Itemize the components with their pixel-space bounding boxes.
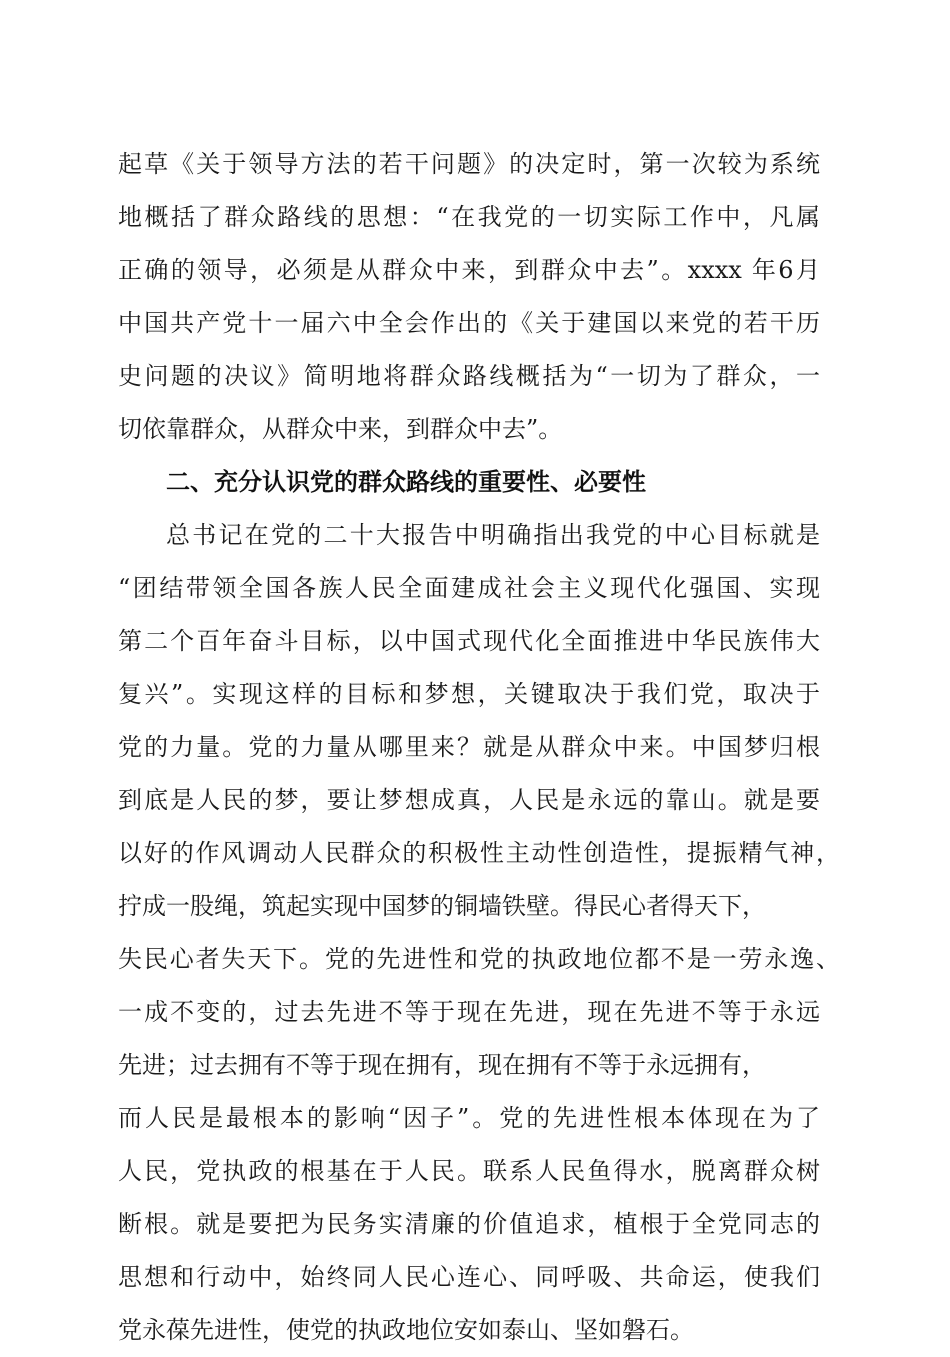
paragraph-line: 切依靠群众，从群众中来，到群众中去”。 (118, 415, 563, 443)
paragraph-line: 拧成一股绳，筑起实现中国梦的铜墙铁壁。得民心者得天下， (118, 892, 766, 920)
paragraph-line: 起草《关于领导方法的若干问题》的决定时，第一次较为系统 (118, 150, 820, 178)
paragraph-line: 第二个百年奋斗目标，以中国式现代化全面推进中华民族伟大 (118, 627, 820, 655)
paragraph-line: 复兴”。实现这样的目标和梦想，关键取决于我们党，取决于 (118, 680, 820, 708)
paragraph-2 (118, 509, 838, 1357)
paragraph-line: 党永葆先进性，使党的执政地位安如泰山、坚如磐石。 (118, 1316, 694, 1344)
paragraph-line: 中国共产党十一届六中全会作出的《关于建国以来党的若干历 (118, 309, 820, 337)
section-heading: 二、充分认识党的群众路线的重要性、必要性 (166, 468, 646, 496)
paragraph-line: 一成不变的，过去先进不等于现在先进，现在先进不等于永远 (118, 998, 820, 1026)
paragraph-line: 先进；过去拥有不等于现在拥有，现在拥有不等于永远拥有， (118, 1051, 766, 1079)
paragraph-line: 史问题的决议》简明地将群众路线概括为“一切为了群众，一 (118, 362, 820, 390)
paragraph-line: 党的力量。党的力量从哪里来？就是从群众中来。中国梦归根 (118, 733, 820, 761)
paragraph-1 (118, 138, 838, 456)
paragraph-line: 失民心者失天下。党的先进性和党的执政地位都不是一劳永逸、 (118, 945, 840, 973)
paragraph-line: 人民，党执政的根基在于人民。联系人民鱼得水，脱离群众树 (118, 1157, 820, 1185)
paragraph-line: 思想和行动中，始终同人民心连心、同呼吸、共命运，使我们 (118, 1263, 820, 1291)
paragraph-line: 到底是人民的梦，要让梦想成真，人民是永远的靠山。就是要 (118, 786, 820, 814)
paragraph-line: 总书记在党的二十大报告中明确指出我党的中心目标就是 (166, 521, 820, 549)
paragraph-line: 断根。就是要把为民务实清廉的价值追求，植根于全党同志的 (118, 1210, 820, 1238)
document-body (118, 138, 838, 1357)
paragraph-line: 正确的领导，必须是从群众中来，到群众中去”。xxxx 年6月 (118, 256, 820, 284)
paragraph-line: 而人民是最根本的影响“因子”。党的先进性根本体现在为了 (118, 1104, 820, 1132)
paragraph-line: 地概括了群众路线的思想：“在我党的一切实际工作中，凡属 (118, 203, 820, 231)
paragraph-line: “团结带领全国各族人民全面建成社会主义现代化强国、实现 (118, 574, 820, 602)
paragraph-line: 以好的作风调动人民群众的积极性主动性创造性，提振精气神， (118, 839, 840, 867)
